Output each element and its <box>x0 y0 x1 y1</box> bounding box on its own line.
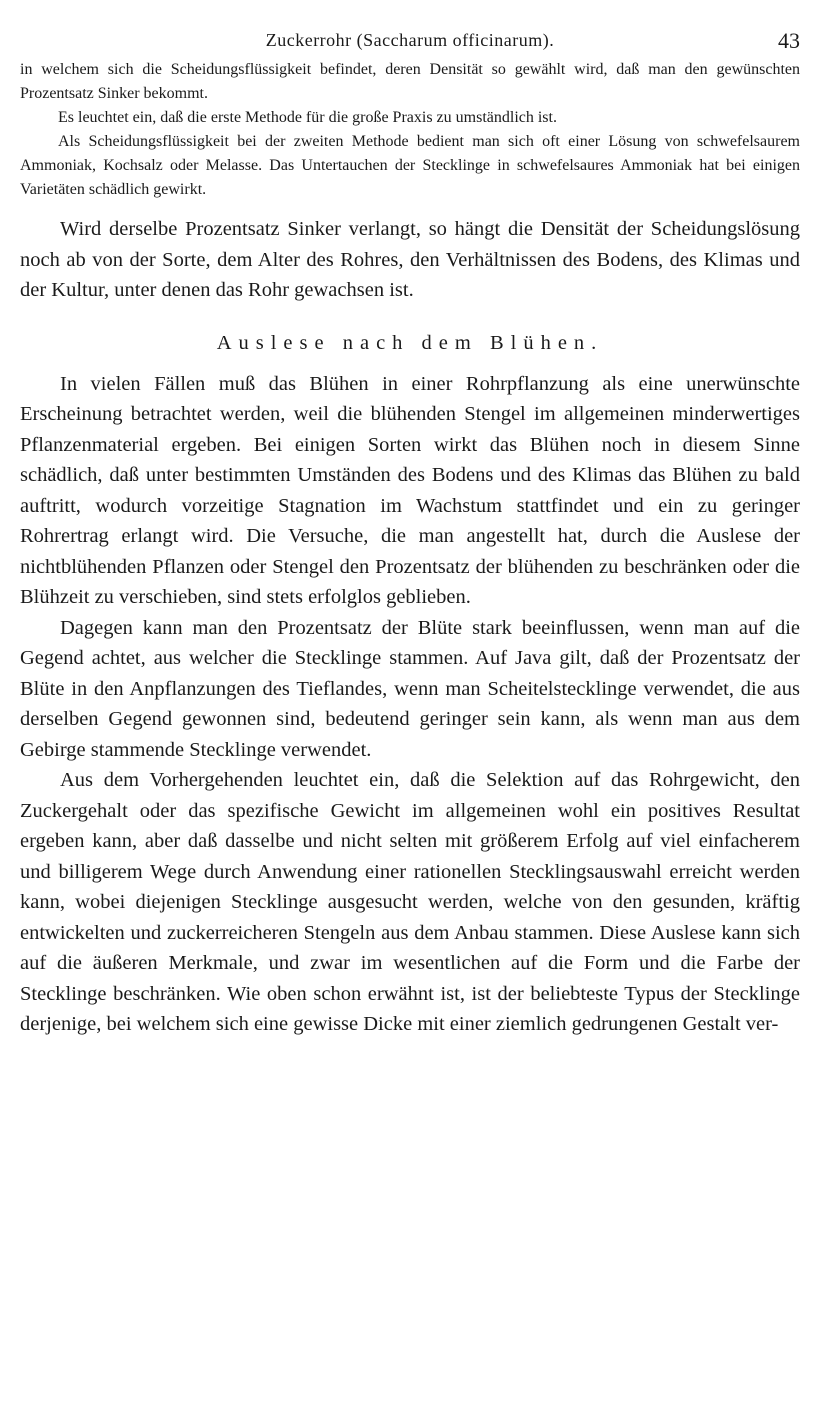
main-text-block <box>20 214 800 1040</box>
small-print-block <box>20 58 800 202</box>
section-heading: Auslese nach dem Blühen. <box>216 331 604 354</box>
running-header <box>20 28 800 58</box>
body-paragraph: Wird derselbe Prozentsatz Sinker verlangt, so hängt die Densität der Scheidungslösung noch ab von der Sorte, dem Alter des Rohres, den Verhältnissen des Bodens, des Klimas und der Kultur, unter denen das Rohr gewachsen ist. <box>20 218 800 301</box>
book-page <box>20 28 800 1040</box>
small-paragraph: Es leuchtet ein, daß die erste Methode für die große Praxis zu umständlich ist. <box>58 109 557 126</box>
body-paragraph: In vielen Fällen muß das Blühen in einer Rohrpflanzung als eine unerwünschte Erscheinung betrachtet werden, weil die blühenden Stengel im allgemeinen minderwertiges Pflanzenmaterial ergeben. Bei einigen Sorten wirkt das Blühen noch in diesem Sinne schädlich, daß unter bestimmten Umständen des Bodens und des Klimas das Blühen zu bald auftritt, wodurch vorzeitige Stagnation im Wachstum stattfindet und ein zu geringer Rohrertrag erlangt wird. Die Versuche, die man angestellt hat, durch die Auslese der nichtblühenden Pflanzen oder Stengel den Prozentsatz der blühenden zu beschränken oder die Blühzeit zu verschieben, sind stets erfolglos geblieben. <box>20 372 800 608</box>
body-paragraph: Dagegen kann man den Prozentsatz der Blüte stark beeinflussen, wenn man auf die Gegend achtet, aus welcher die Stecklinge stammen. Auf Java gilt, daß der Prozentsatz der Blüte in den Anpflanzungen des Tieflandes, wenn man Scheitelstecklinge verwendet, die aus derselben Gegend gewonnen sind, bedeutend geringer sein kann, als wenn man aus dem Gebirge stammende Stecklinge verwendet. <box>20 616 800 761</box>
page-number: 43 <box>778 28 800 53</box>
small-paragraph: Als Scheidungsflüssigkeit bei der zweiten Methode bedient man sich oft einer Lösung von schwefelsaurem Ammoniak, Kochsalz oder Melasse. Das Untertauchen der Stecklinge in schwefelsaures Ammoniak hat bei einigen Varietäten schädlich gewirkt. <box>20 133 800 198</box>
running-title: Zuckerrohr (Saccharum officinarum). <box>265 30 555 50</box>
body-paragraph: Aus dem Vorhergehenden leuchtet ein, daß die Selektion auf das Rohrgewicht, den Zuckergehalt oder das spezifische Gewicht im allgemeinen wohl ein positives Resultat ergeben kann, aber daß dasselbe und nicht selten mit größerem Erfolg auf viel einfacherem und billigerem Wege durch Anwendung einer rationellen Stecklingsauswahl erreicht werden kann, wobei diejenigen Stecklinge ausgesucht werden, welche von den gesunden, kräftig entwickelten und zuckerreicheren Stengeln aus dem Anbau stammen. Diese Auslese kann sich auf die äußeren Merkmale, und zwar im wesentlichen auf die Form und die Farbe der Stecklinge beschränken. Wie oben schon erwähnt ist, ist der beliebteste Typus der Stecklinge derjenige, bei welchem sich eine gewisse Dicke mit einer ziemlich gedrungenen Gestalt ver- <box>20 769 800 1035</box>
small-paragraph-continued: in welchem sich die Scheidungsflüssigkeit befindet, deren Densität so gewählt wird, daß man den gewünschten Prozentsatz Sinker bekommt. <box>20 61 800 102</box>
